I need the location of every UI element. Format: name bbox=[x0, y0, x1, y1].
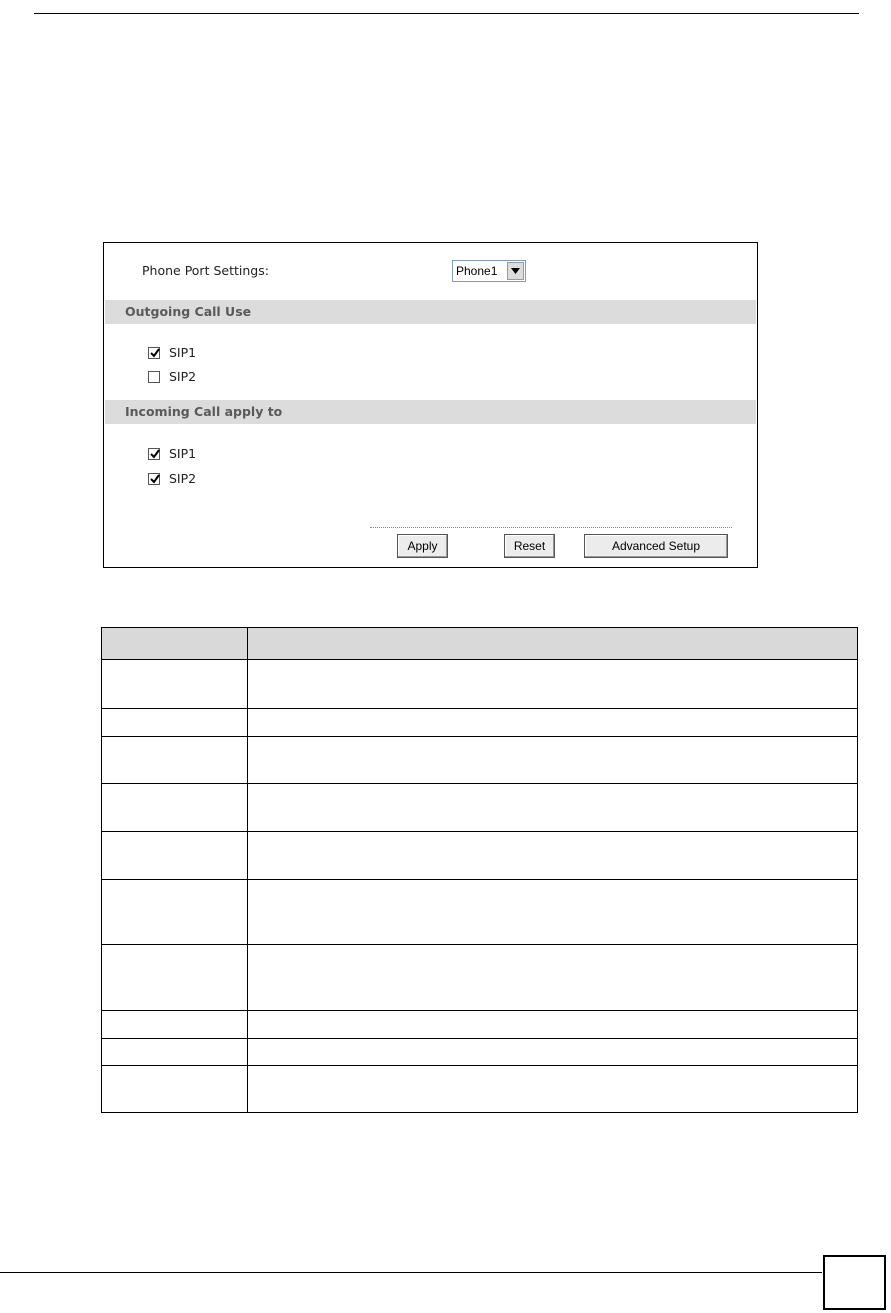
table-cell bbox=[102, 880, 248, 945]
phone-port-select-value: Phone1 bbox=[456, 264, 498, 278]
table-row bbox=[102, 709, 858, 737]
table-cell bbox=[248, 945, 858, 1011]
outgoing-sip1-row[interactable] bbox=[148, 345, 196, 360]
table-header-cell bbox=[102, 628, 248, 660]
table-cell bbox=[248, 1039, 858, 1066]
table-row bbox=[102, 1011, 858, 1039]
button-divider bbox=[370, 527, 732, 528]
reset-button[interactable]: Reset bbox=[504, 534, 555, 558]
table-cell bbox=[102, 945, 248, 1011]
table-row bbox=[102, 1066, 858, 1113]
advanced-setup-button[interactable]: Advanced Setup bbox=[584, 534, 728, 558]
outgoing-sip2-row[interactable] bbox=[148, 369, 196, 384]
outgoing-call-use-header: Outgoing Call Use bbox=[105, 300, 756, 324]
incoming-call-apply-header: Incoming Call apply to bbox=[105, 400, 756, 424]
table-row bbox=[102, 880, 858, 945]
table-row bbox=[102, 660, 858, 709]
table-header-cell bbox=[248, 628, 858, 660]
table-row bbox=[102, 1039, 858, 1066]
table-cell bbox=[102, 832, 248, 880]
table-cell bbox=[248, 784, 858, 832]
table-row bbox=[102, 945, 858, 1011]
incoming-sip1-checkbox[interactable] bbox=[148, 448, 160, 460]
table-cell bbox=[248, 880, 858, 945]
table-cell bbox=[102, 660, 248, 709]
table-cell bbox=[102, 709, 248, 737]
incoming-sip2-checkbox[interactable] bbox=[148, 473, 160, 485]
table-cell bbox=[248, 709, 858, 737]
table-cell bbox=[248, 1011, 858, 1039]
phone-port-select[interactable] bbox=[452, 260, 526, 282]
table-cell bbox=[102, 1011, 248, 1039]
incoming-sip2-row[interactable] bbox=[148, 471, 196, 486]
table-row bbox=[102, 784, 858, 832]
table-cell bbox=[248, 1066, 858, 1113]
page-number-box bbox=[823, 1255, 886, 1310]
table-cell bbox=[248, 660, 858, 709]
outgoing-sip1-checkbox[interactable] bbox=[148, 347, 160, 359]
outgoing-sip2-label: SIP2 bbox=[169, 369, 197, 384]
table-cell bbox=[102, 1066, 248, 1113]
outgoing-sip1-label: SIP1 bbox=[169, 345, 197, 360]
table-cell bbox=[102, 784, 248, 832]
incoming-sip2-label: SIP2 bbox=[169, 471, 197, 486]
page-header-rule bbox=[34, 13, 859, 14]
table-cell bbox=[248, 832, 858, 880]
chevron-down-icon[interactable] bbox=[507, 262, 524, 280]
table-row bbox=[102, 832, 858, 880]
table-cell bbox=[248, 737, 858, 784]
phone-port-settings-label: Phone Port Settings: bbox=[142, 263, 269, 278]
page-footer-rule bbox=[0, 1272, 822, 1273]
phone-port-settings-screenshot bbox=[103, 242, 758, 568]
table-cell bbox=[102, 737, 248, 784]
field-description-table bbox=[101, 627, 858, 1113]
incoming-sip1-label: SIP1 bbox=[169, 446, 197, 461]
outgoing-sip2-checkbox[interactable] bbox=[148, 371, 160, 383]
table-cell bbox=[102, 1039, 248, 1066]
apply-button[interactable]: Apply bbox=[397, 534, 448, 558]
table-row bbox=[102, 737, 858, 784]
incoming-sip1-row[interactable] bbox=[148, 446, 196, 461]
table-header-row bbox=[102, 628, 858, 660]
